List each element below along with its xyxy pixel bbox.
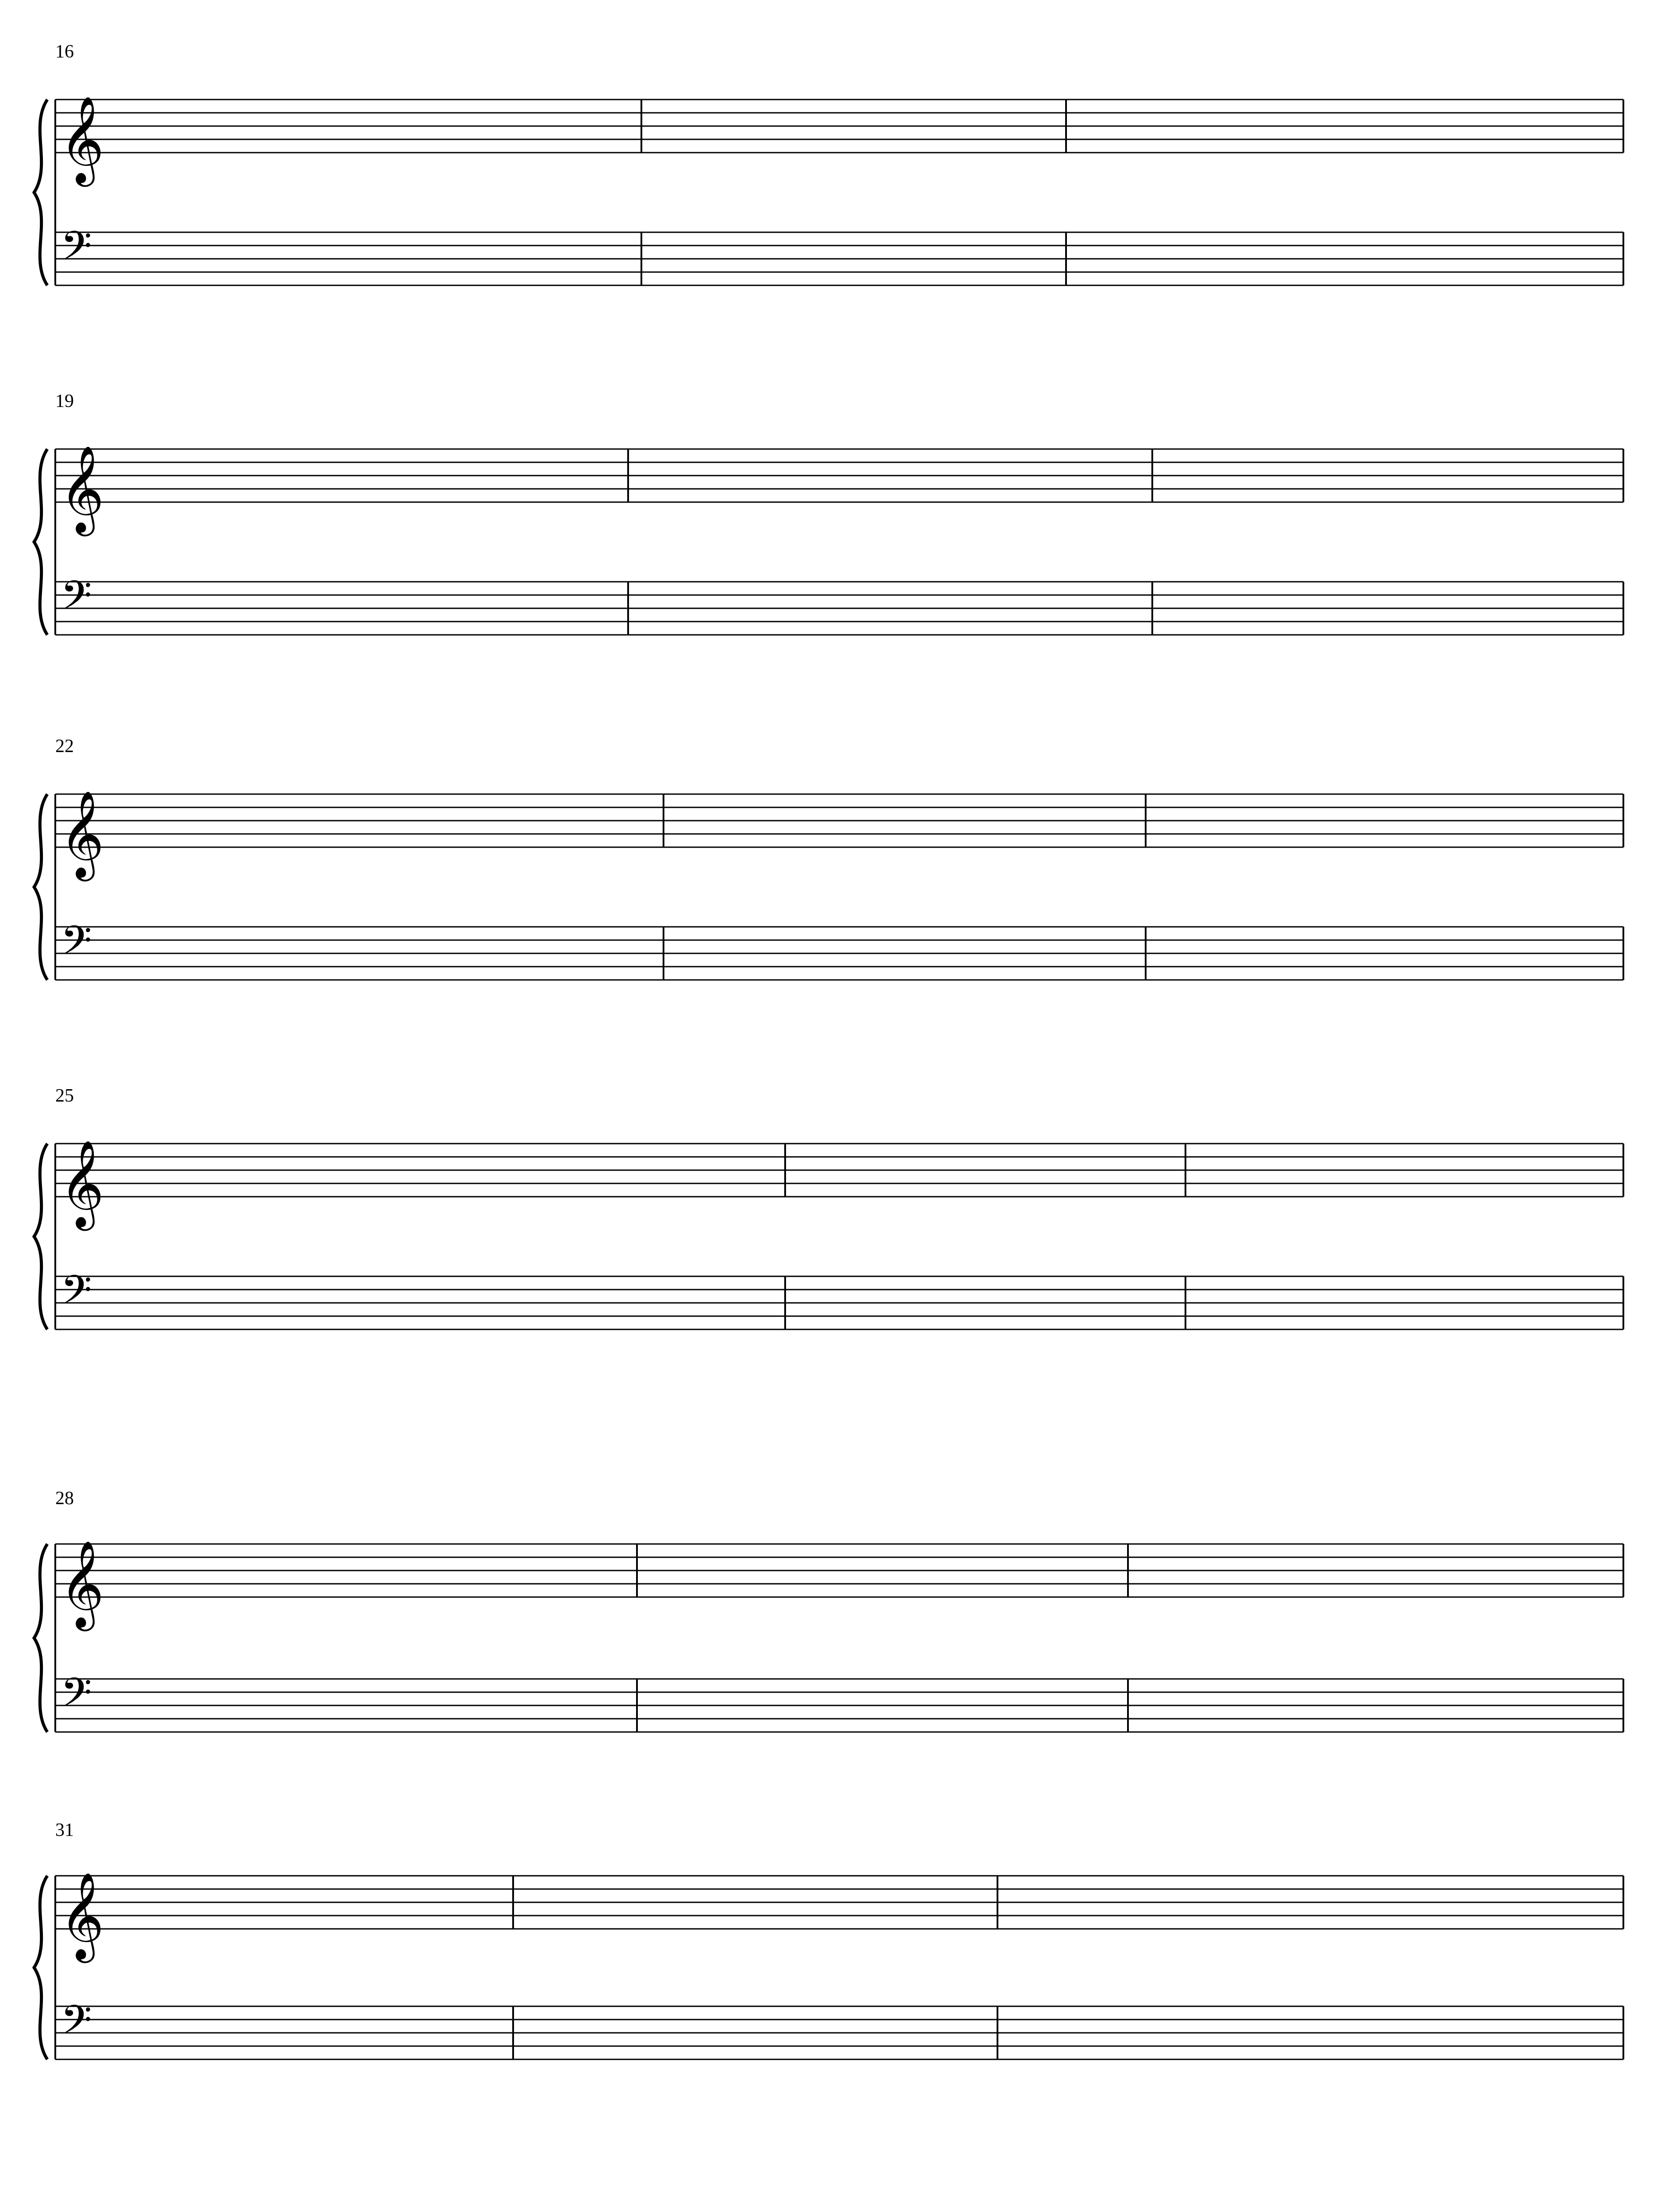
measure-number: 16 [55,42,74,62]
treble-staff [55,1876,1623,1929]
brace-icon [34,1876,47,2059]
brace-icon [34,794,47,980]
bass-clef-icon: 𝄢 [61,917,92,974]
bass-clef-icon: 𝄢 [61,1997,92,2053]
treble-clef-icon: 𝄞 [60,445,104,533]
bass-staff [55,1679,1623,1732]
grand-staff-system [34,790,1623,980]
brace-icon [34,100,47,285]
grand-staff-system [34,96,1623,285]
grand-staff-system [34,445,1623,635]
treble-clef-icon: 𝄞 [60,96,104,183]
bass-staff [55,1276,1623,1329]
brace-icon [34,449,47,635]
measure-number: 22 [55,736,74,757]
bass-staff [55,2006,1623,2059]
measure-number: 31 [55,1820,74,1840]
treble-staff [55,1144,1623,1197]
treble-clef-icon: 𝄞 [60,1540,104,1628]
bass-clef-icon: 𝄢 [61,572,92,629]
treble-staff [55,100,1623,153]
treble-staff [55,794,1623,847]
bass-staff [55,927,1623,980]
bass-clef-icon: 𝄢 [61,1669,92,1726]
brace-icon [34,1544,47,1732]
grand-staff-system [34,1540,1623,1732]
treble-staff [55,1544,1623,1597]
bass-staff [55,582,1623,635]
treble-clef-icon: 𝄞 [60,1140,104,1227]
treble-clef-icon: 𝄞 [60,790,104,878]
bass-clef-icon: 𝄢 [61,1267,92,1323]
grand-staff-system [34,1140,1623,1329]
grand-staff-system [34,1872,1623,2059]
measure-number: 25 [55,1086,74,1106]
measure-number: 28 [55,1488,74,1509]
treble-staff [55,449,1623,502]
bass-clef-icon: 𝄢 [61,223,92,279]
bass-staff [55,232,1623,285]
treble-clef-icon: 𝄞 [60,1872,104,1959]
brace-icon [34,1144,47,1329]
measure-number: 19 [55,391,74,411]
